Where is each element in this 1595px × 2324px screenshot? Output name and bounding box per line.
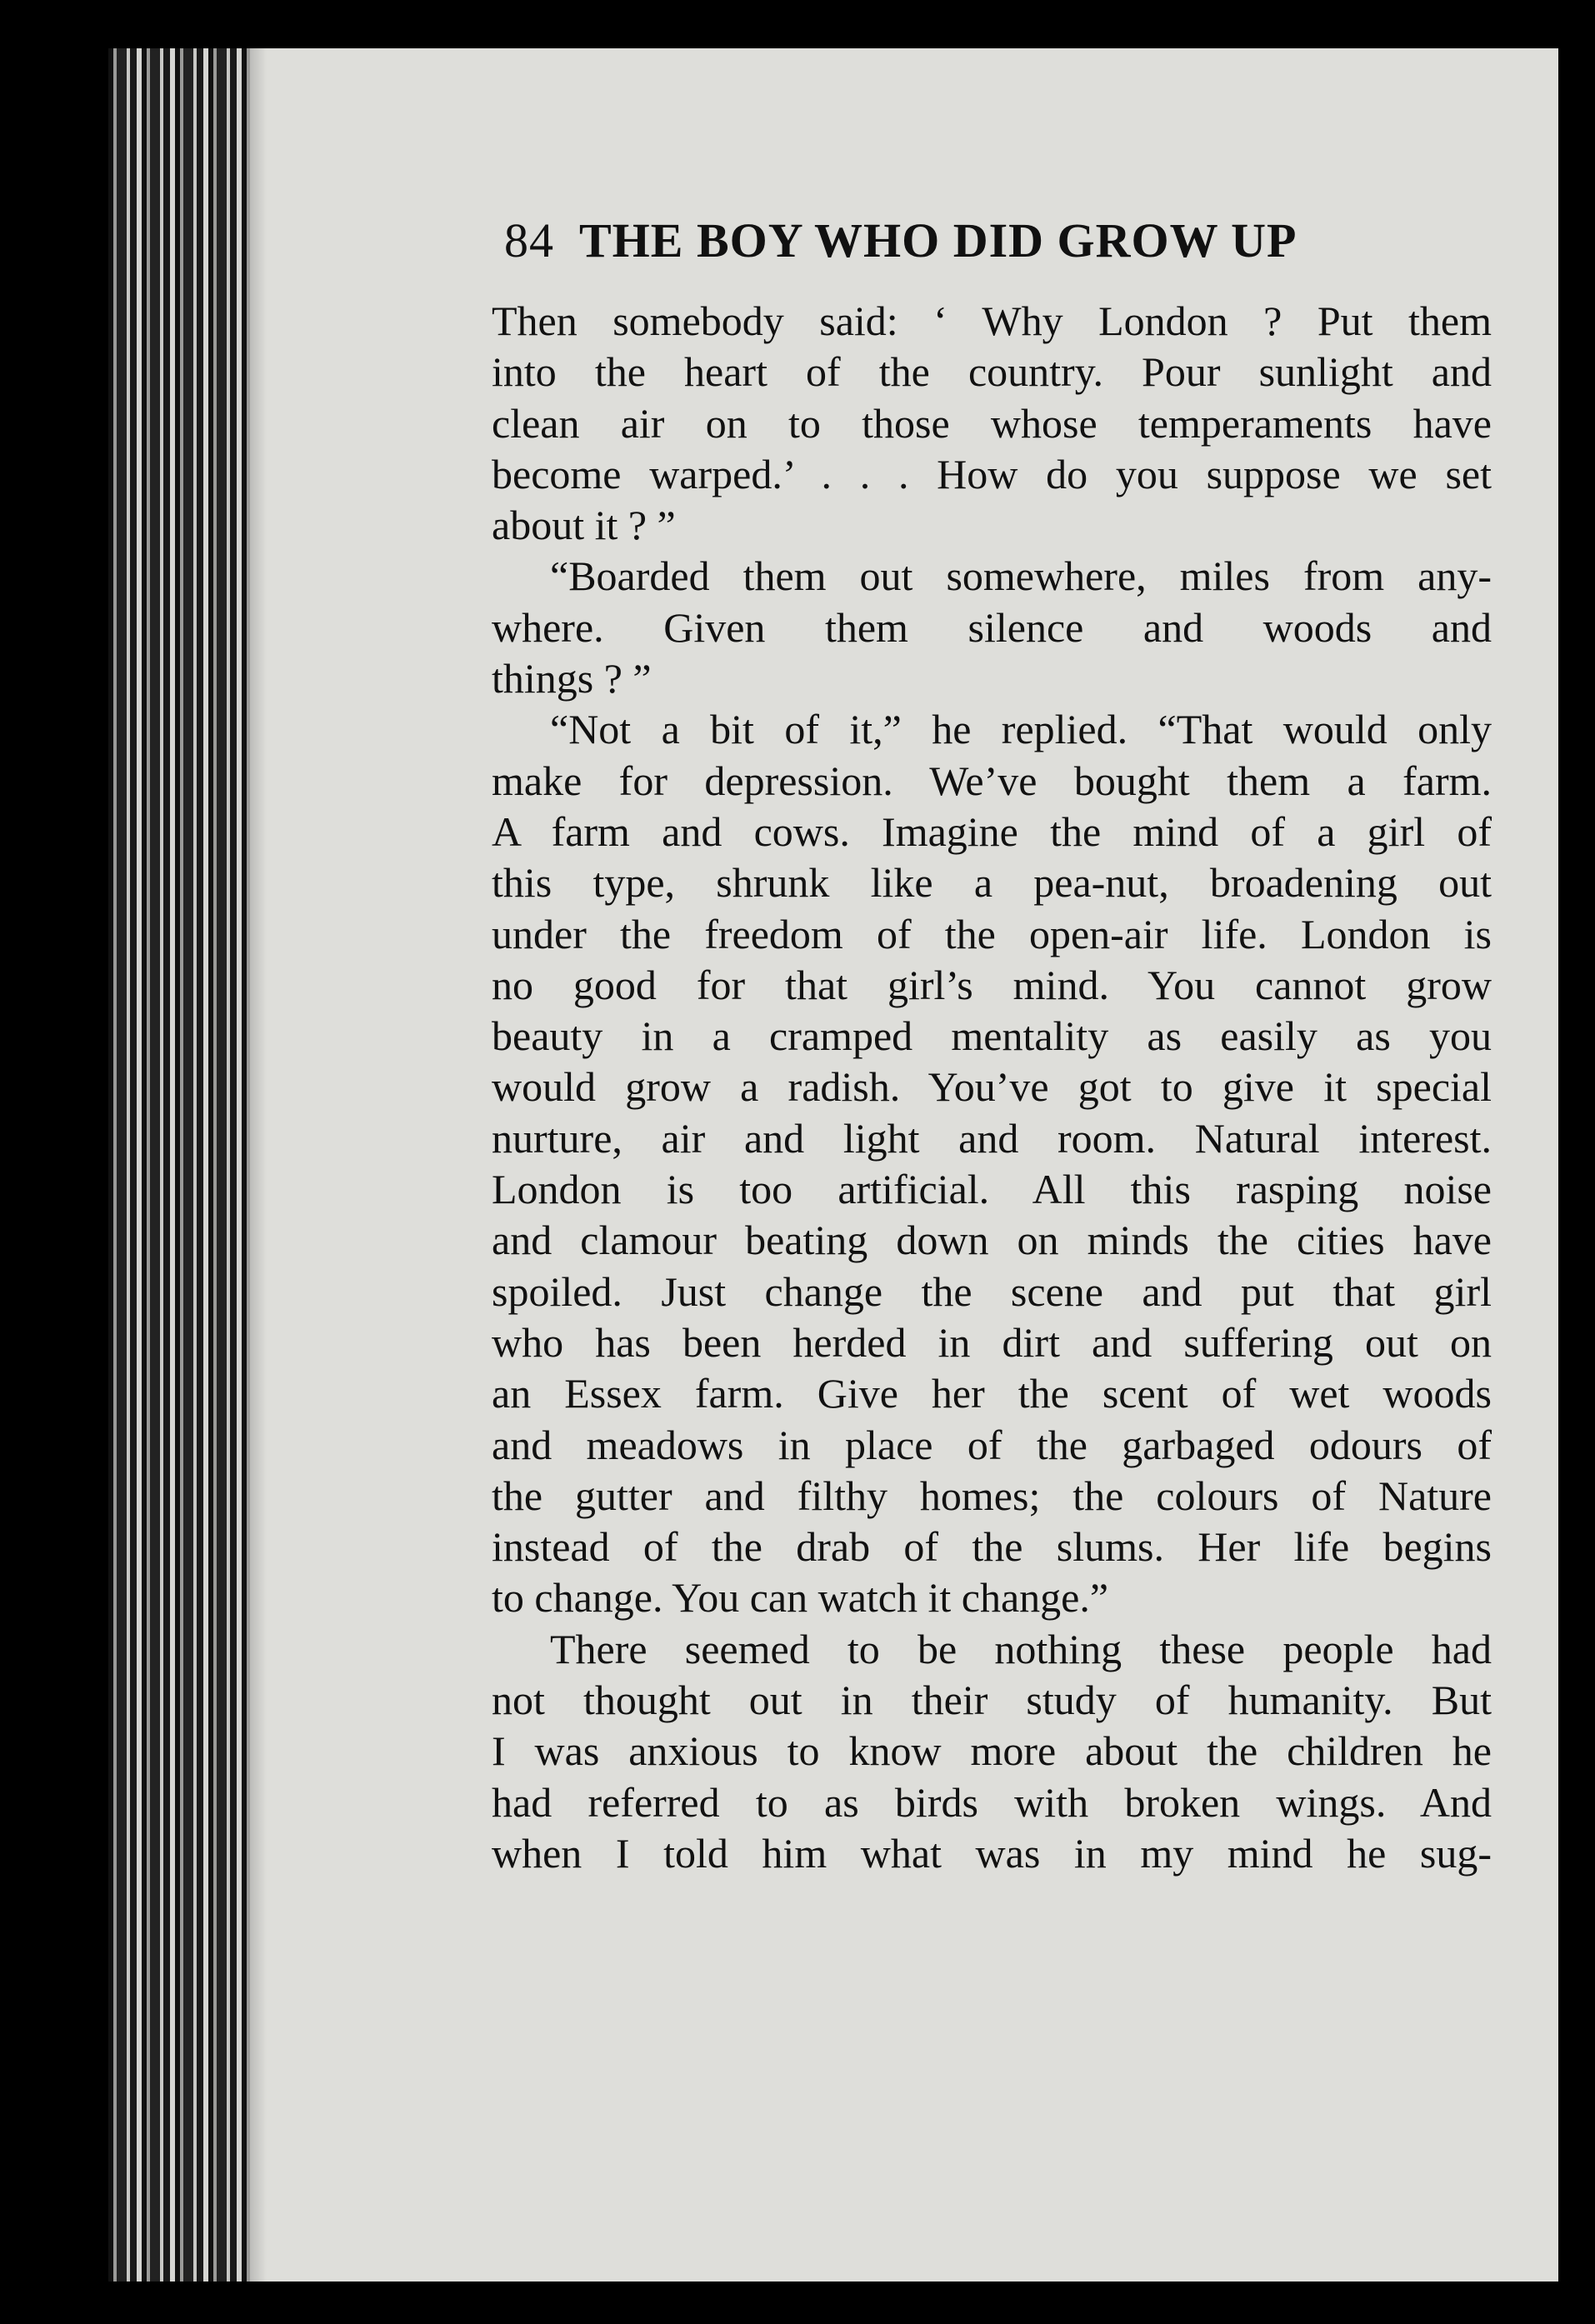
text-line: spoiled. Just change the scene and put that girl [492,1267,1492,1315]
text-line: this type, shrunk like a pea-nut, broadening out [492,859,1492,907]
text-line: under the freedom of the open-air life. London is [492,910,1492,957]
text-line: where. Given them silence and woods and [492,603,1492,651]
text-line: become warped.’ . . . How do you suppose we set [492,450,1492,497]
text-line: would grow a radish. You’ve got to give it special [492,1063,1492,1111]
text-line: who has been herded in dirt and suffering out on [492,1318,1492,1366]
page-edges-stack [108,48,267,2282]
text-line: and meadows in place of the garbaged odours of [492,1421,1492,1468]
running-title: THE BOY WHO DID GROW UP [579,213,1298,267]
text-line: and clamour beating down on minds the cities have [492,1217,1492,1264]
text-line: into the heart of the country. Pour sunlight and [492,348,1492,396]
text-line: had referred to as birds with broken wings. And [492,1778,1492,1826]
text-line: when I told him what was in my mind he sug- [492,1829,1492,1877]
text-line: There seemed to be nothing these people had [550,1625,1492,1672]
text-line: nurture, air and light and room. Natural interest. [492,1114,1492,1162]
text-line: to change. You can watch it change.” [492,1574,1109,1622]
page-edges-fade [250,48,267,2282]
page-number: 84 [504,213,554,267]
text-line: “Not a bit of it,” he replied. “That would only [550,706,1492,753]
text-line: Then somebody said: ‘ Why London ? Put them [492,297,1492,344]
text-line: London is too artificial. All this rasping noise [492,1166,1492,1213]
body-text [492,296,1492,1879]
text-line: beauty in a cramped mentality as easily as you [492,1012,1492,1060]
text-line: clean air on to those whose temperaments have [492,399,1492,447]
running-header [504,212,1488,279]
text-line: things ? ” [492,655,652,702]
text-line: no good for that girl’s mind. You cannot grow [492,961,1492,1008]
text-line: instead of the drab of the slums. Her life begins [492,1523,1492,1571]
text-line: “Boarded them out somewhere, miles from any- [550,552,1492,600]
text-line: about it ? ” [492,502,676,549]
text-line: I was anxious to know more about the children he [492,1727,1492,1775]
text-line: an Essex farm. Give her the scent of wet woods [492,1370,1492,1417]
text-line: not thought out in their study of humanity. But [492,1677,1492,1724]
text-line: the gutter and filthy homes; the colours of Nature [492,1472,1492,1519]
text-line: A farm and cows. Imagine the mind of a girl of [492,807,1492,855]
text-line: make for depression. We’ve bought them a farm. [492,757,1492,804]
